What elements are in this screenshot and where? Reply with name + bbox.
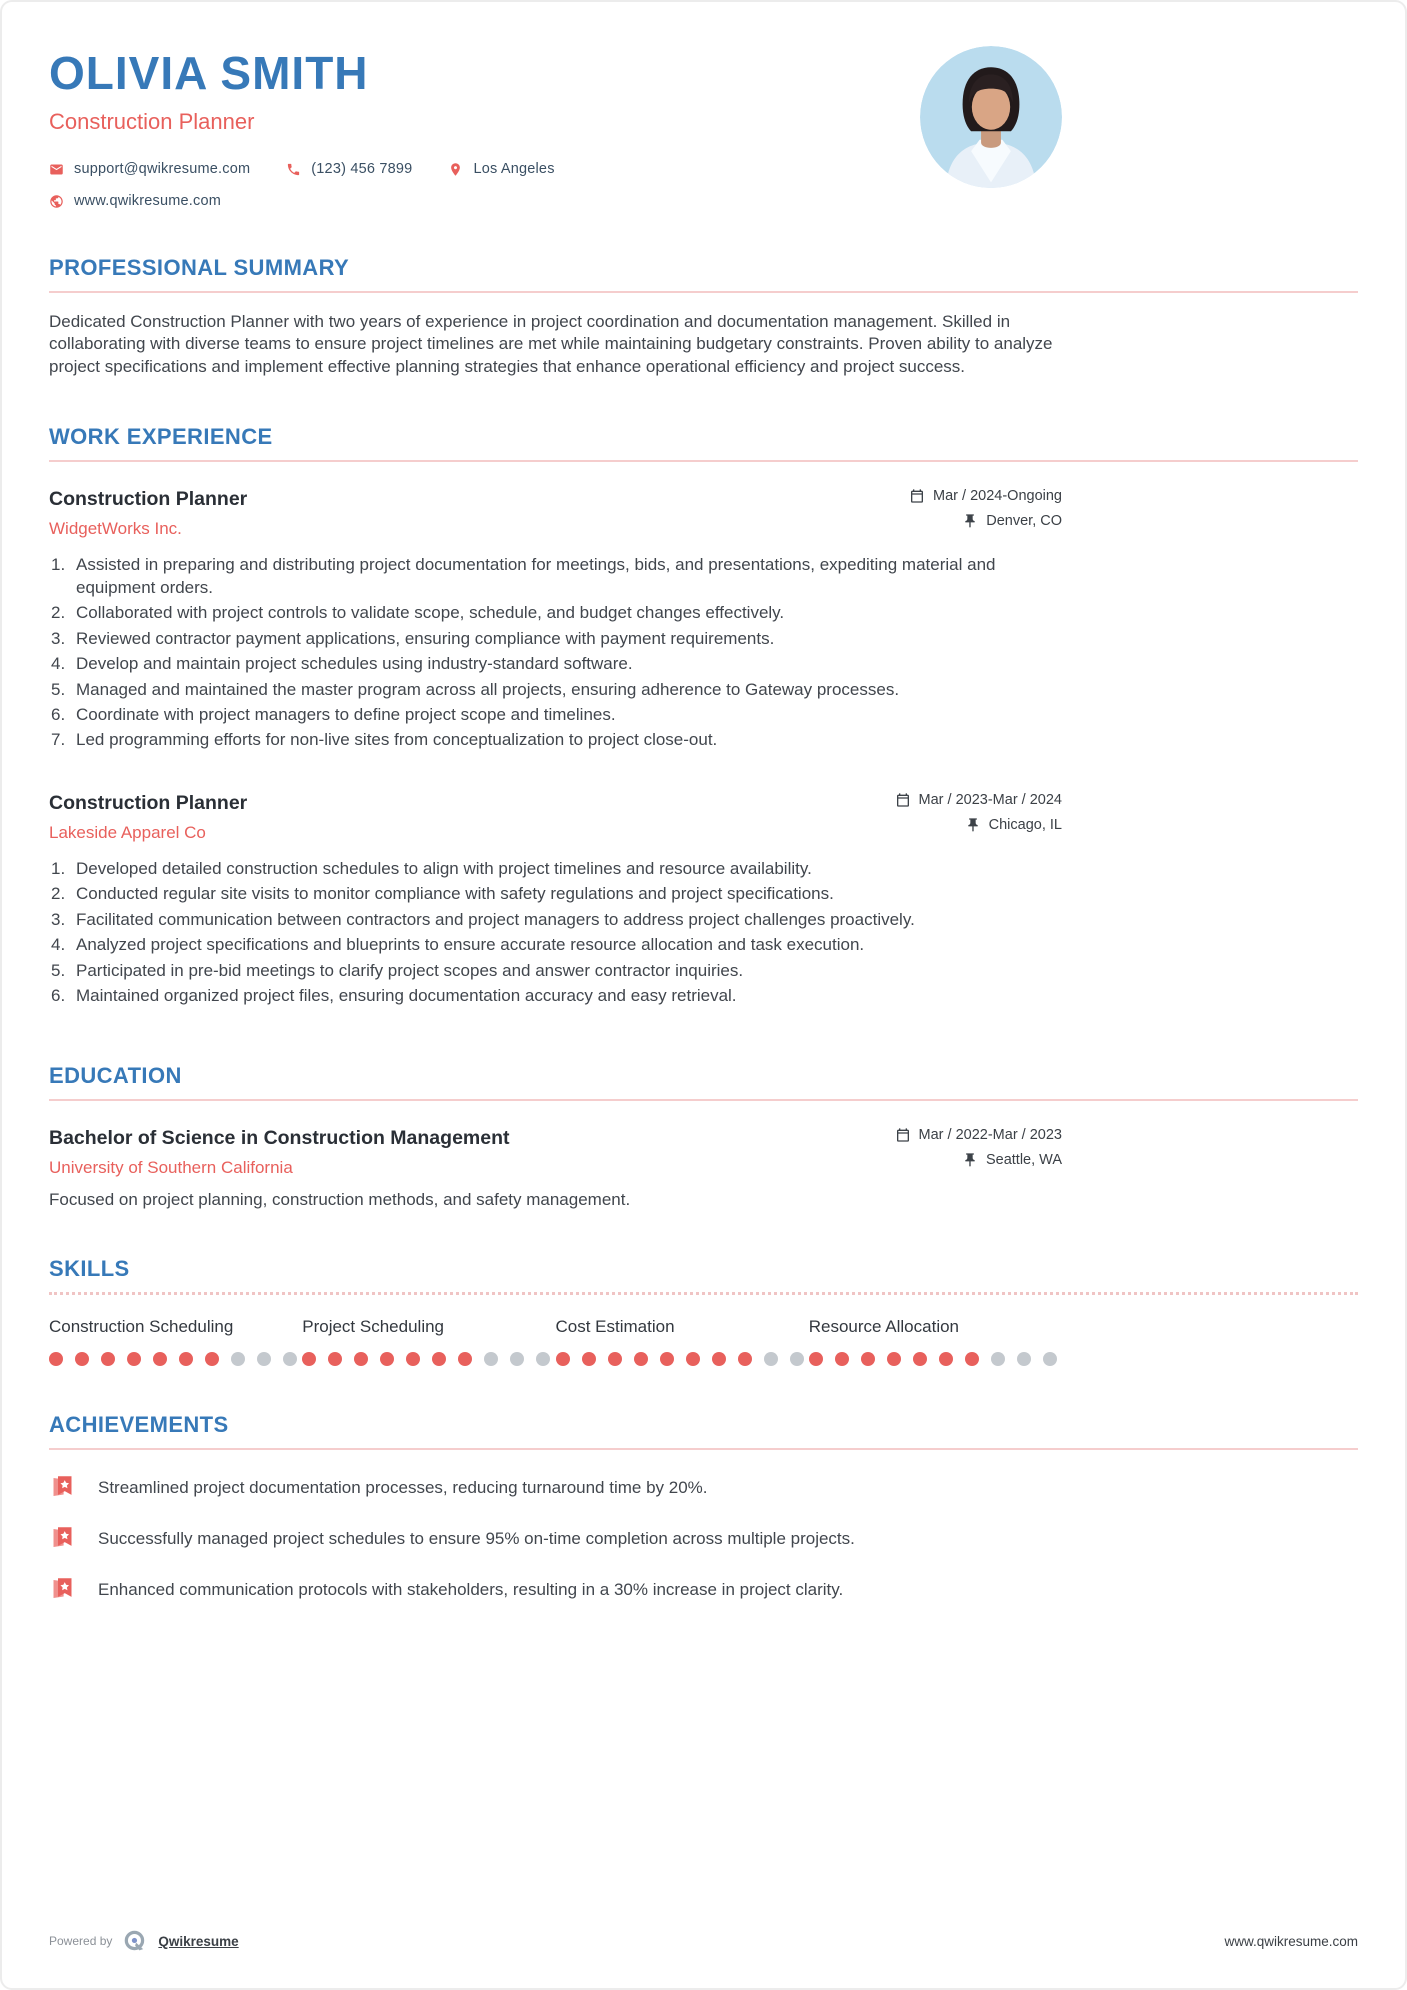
calendar-icon (895, 792, 911, 808)
experience-bullet: Participated in pre-bid meetings to clarify project scopes and answer contractor inquiries. (76, 960, 744, 980)
job-location-text: Chicago, IL (988, 816, 1062, 833)
summary-text: Dedicated Construction Planner with two years of experience in project coordination and documentation management. Skilled in collaborating with diverse teams to ensure project timelines are met while maintaining budgetary constraints. Proven ability to analyze project specifications and implement effective planning strategies that enhance operational efficiency and project success. (49, 312, 1053, 376)
job-location-text: Denver, CO (986, 513, 1062, 530)
rating-dot (406, 1352, 420, 1366)
rating-dot (835, 1352, 849, 1366)
experience-bullet: Develop and maintain project schedules using industry-standard software. (76, 654, 633, 674)
phone-icon (286, 162, 301, 177)
education-meta (895, 1127, 1062, 1168)
rating-dot (127, 1352, 141, 1366)
website-link[interactable] (49, 193, 221, 209)
achievement-item (49, 1525, 1062, 1552)
pushpin-icon (962, 1152, 978, 1168)
person-name: OLIVIA SMITH (49, 47, 369, 99)
experience-entry-head (49, 488, 1062, 539)
pushpin-icon (962, 513, 978, 529)
rating-dot (1017, 1352, 1031, 1366)
rating-dot (328, 1352, 342, 1366)
section-divider (49, 1099, 1358, 1101)
achievements-list (49, 1474, 1062, 1603)
experience-bullet: Developed detailed construction schedules to align with project timelines and resource availability. (76, 858, 812, 878)
rating-dot (231, 1352, 245, 1366)
job-title: Construction Planner (49, 791, 248, 814)
skill-name: Construction Scheduling (49, 1317, 234, 1337)
rating-dot (887, 1352, 901, 1366)
experience-bullet: Managed and maintained the master program across all projects, ensuring adherence to Gateway processes. (76, 679, 900, 699)
job-meta (909, 488, 1062, 529)
job-meta (895, 792, 1062, 833)
section-divider (49, 291, 1358, 293)
rating-dot (302, 1352, 316, 1366)
rating-dot (510, 1352, 524, 1366)
section-achievements (49, 1412, 1358, 1603)
achievement-item (49, 1474, 1062, 1501)
rating-dot (1043, 1352, 1057, 1366)
website-text: www.qwikresume.com (74, 193, 222, 209)
rating-dot (686, 1352, 700, 1366)
experience-bullet: Assisted in preparing and distributing project documentation for meetings, bids, and presentations, expediting material and equipment orders. (76, 555, 996, 597)
section-education (49, 1063, 1358, 1210)
skills-grid (49, 1317, 1062, 1366)
experience-entry-head (49, 792, 1062, 843)
rating-dot (101, 1352, 115, 1366)
skill-name: Resource Allocation (808, 1317, 960, 1337)
job-dates-text: Mar / 2024-Ongoing (933, 488, 1062, 505)
skill-rating-dots (556, 1352, 809, 1366)
rating-dot (913, 1352, 927, 1366)
calendar-icon (909, 488, 925, 504)
rating-dot (861, 1352, 875, 1366)
job-location (965, 817, 1062, 833)
job-location (962, 513, 1062, 529)
skill-item (302, 1317, 555, 1366)
achievement-text: Streamlined project documentation processes, reducing turnaround time by 20%. (98, 1477, 708, 1497)
skill-item (49, 1317, 302, 1366)
footer-branding (49, 1928, 239, 1954)
experience-entry (49, 792, 1062, 1008)
education-entry (49, 1127, 1062, 1210)
education-heading: EDUCATION (49, 1063, 182, 1089)
envelope-icon (49, 162, 64, 177)
header-identity (49, 46, 555, 209)
rating-dot (153, 1352, 167, 1366)
award-ribbon-icon (49, 1525, 76, 1552)
person-job-title: Construction Planner (49, 109, 255, 134)
education-description: Focused on project planning, construction methods, and safety management. (49, 1190, 631, 1210)
degree-title: Bachelor of Science in Construction Management (49, 1127, 510, 1150)
job-bullet-list (49, 858, 1062, 1008)
experience-bullet: Reviewed contractor payment applications, ensuring compliance with payment requirements. (76, 628, 775, 648)
education-dates-text: Mar / 2022-Mar / 2023 (918, 1127, 1062, 1144)
rating-dot (536, 1352, 550, 1366)
footer-website-link[interactable]: www.qwikresume.com (1224, 1933, 1358, 1949)
rating-dot (484, 1352, 498, 1366)
rating-dot (738, 1352, 752, 1366)
rating-dot (634, 1352, 648, 1366)
experience-bullet: Maintained organized project files, ensuring documentation accuracy and easy retrieval. (76, 986, 737, 1005)
achievement-item (49, 1576, 1062, 1603)
experience-bullet: Led programming efforts for non-live sites from conceptualization to project close-out. (76, 730, 718, 750)
pushpin-icon (965, 817, 981, 833)
rating-dot (283, 1352, 297, 1366)
skill-rating-dots (809, 1352, 1062, 1366)
education-dates (895, 1127, 1062, 1143)
phone-link[interactable] (286, 161, 412, 177)
rating-dot (179, 1352, 193, 1366)
powered-by-label: Powered by (49, 1934, 113, 1948)
email-text: support@qwikresume.com (74, 161, 251, 177)
rating-dot (432, 1352, 446, 1366)
company-name: WidgetWorks Inc. (49, 519, 182, 539)
achievements-heading: ACHIEVEMENTS (49, 1412, 229, 1438)
contact-row-2 (49, 193, 555, 209)
education-location (962, 1152, 1062, 1168)
skill-name: Cost Estimation (555, 1317, 675, 1337)
job-dates (895, 792, 1062, 808)
company-name: Lakeside Apparel Co (49, 822, 206, 842)
experience-bullet: Coordinate with project managers to define project scope and timelines. (76, 704, 616, 724)
contact-row (49, 161, 555, 177)
skill-rating-dots (49, 1352, 302, 1366)
rating-dot (582, 1352, 596, 1366)
award-ribbon-icon (49, 1576, 76, 1603)
skills-heading: SKILLS (49, 1256, 130, 1282)
email-link[interactable] (49, 161, 250, 177)
experience-bullet: Collaborated with project controls to validate scope, schedule, and budget changes effectively. (76, 603, 785, 623)
rating-dot (764, 1352, 778, 1366)
profile-photo (920, 46, 1062, 188)
summary-heading: PROFESSIONAL SUMMARY (49, 255, 350, 280)
qwikresume-link[interactable]: Qwikresume (158, 1933, 239, 1949)
rating-dot (380, 1352, 394, 1366)
rating-dot (991, 1352, 1005, 1366)
achievement-text: Successfully managed project schedules to ensure 95% on-time completion across multiple projects. (98, 1528, 855, 1548)
school-name: University of Southern California (49, 1158, 293, 1178)
rating-dot (49, 1352, 63, 1366)
rating-dot (939, 1352, 953, 1366)
qwikresume-logo-icon (122, 1928, 148, 1954)
rating-dot (790, 1352, 804, 1366)
section-work-experience (49, 424, 1358, 1007)
section-divider-dotted (49, 1292, 1358, 1295)
globe-icon (49, 194, 64, 209)
section-divider (49, 1448, 1358, 1450)
phone-text: (123) 456 7899 (311, 161, 413, 177)
rating-dot (458, 1352, 472, 1366)
rating-dot (205, 1352, 219, 1366)
experience-bullet: Analyzed project specifications and blueprints to ensure accurate resource allocation and task execution. (76, 935, 865, 955)
skill-rating-dots (302, 1352, 555, 1366)
rating-dot (608, 1352, 622, 1366)
skill-item (556, 1317, 809, 1366)
job-dates (909, 488, 1062, 504)
map-pin-icon (448, 162, 463, 177)
section-skills (49, 1256, 1358, 1366)
experience-entry (49, 488, 1062, 752)
job-title: Construction Planner (49, 488, 248, 511)
rating-dot (809, 1352, 823, 1366)
rating-dot (660, 1352, 674, 1366)
education-location-text: Seattle, WA (985, 1152, 1062, 1169)
job-dates-text: Mar / 2023-Mar / 2024 (918, 791, 1062, 808)
section-professional-summary (49, 255, 1358, 378)
section-divider (49, 460, 1358, 462)
location-text: Los Angeles (473, 161, 555, 177)
rating-dot (257, 1352, 271, 1366)
rating-dot (712, 1352, 726, 1366)
rating-dot (354, 1352, 368, 1366)
experience-bullet: Facilitated communication between contractors and project managers to address project challenges proactively. (76, 909, 915, 929)
skill-item (809, 1317, 1062, 1366)
rating-dot (75, 1352, 89, 1366)
award-ribbon-icon (49, 1474, 76, 1501)
achievement-text: Enhanced communication protocols with stakeholders, resulting in a 30% increase in project clarity. (98, 1579, 844, 1599)
page-footer (49, 1928, 1358, 1954)
experience-bullet: Conducted regular site visits to monitor compliance with safety regulations and project specifications. (76, 884, 834, 904)
location-item (448, 161, 554, 177)
calendar-icon (895, 1127, 911, 1143)
job-bullet-list (49, 554, 1062, 752)
experience-heading: WORK EXPERIENCE (49, 424, 273, 450)
education-entry-head (49, 1127, 1062, 1178)
skill-name: Project Scheduling (302, 1317, 445, 1337)
rating-dot (556, 1352, 570, 1366)
resume-header (49, 46, 1062, 209)
rating-dot (965, 1352, 979, 1366)
